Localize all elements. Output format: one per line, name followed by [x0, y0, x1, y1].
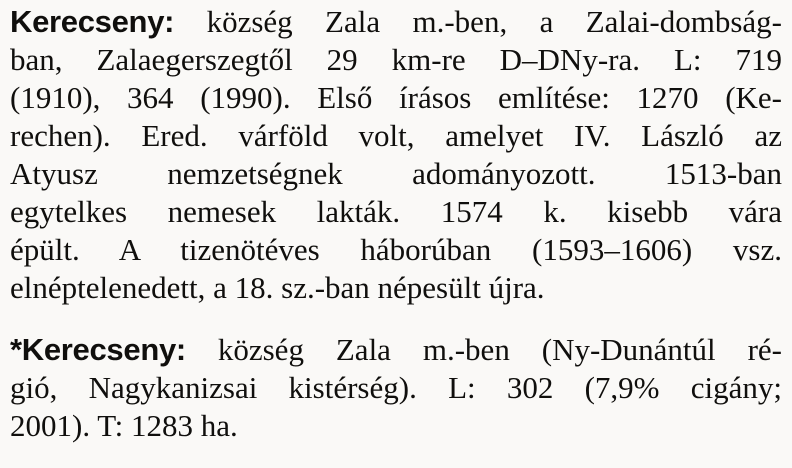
entry-line	[10, 331, 782, 369]
lexicon-entry-kerecseny-2	[10, 331, 782, 445]
entry-headword: *Kerecseny:	[10, 332, 186, 367]
entry-line: Atyusz nemzetségnek adományozott. 1513-ban	[10, 156, 782, 191]
entry-line-text: község Zala m.-ben, a Zalai-dombság-	[206, 4, 783, 39]
entry-line: 2001). T: 1283 ha.	[10, 408, 238, 443]
entry-line: ban, Zalaegerszegtől 29 km-re D–DNy-ra. L: 719	[10, 42, 782, 77]
entry-line: épült. A tizenötéves háborúban (1593–1606) vsz.	[10, 232, 782, 267]
entry-line	[10, 3, 782, 41]
lexicon-entry-kerecseny-1	[10, 3, 782, 307]
entry-headword: Kerecseny:	[10, 4, 175, 39]
entry-line: gió, Nagykanizsai kistérség). L: 302 (7,9% cigány;	[10, 370, 782, 405]
entry-line: (1910), 364 (1990). Első írásos említése: 1270 (Ke-	[10, 80, 782, 115]
entry-line-text: község Zala m.-ben (Ny-Dunántúl ré-	[217, 332, 782, 367]
entry-line: rechen). Ered. várföld volt, amelyet IV. László az	[10, 118, 782, 153]
entry-line: egytelkes nemesek lakták. 1574 k. kisebb vára	[10, 194, 782, 229]
entry-line: elnéptelenedett, a 18. sz.-ban népesült újra.	[10, 270, 545, 305]
